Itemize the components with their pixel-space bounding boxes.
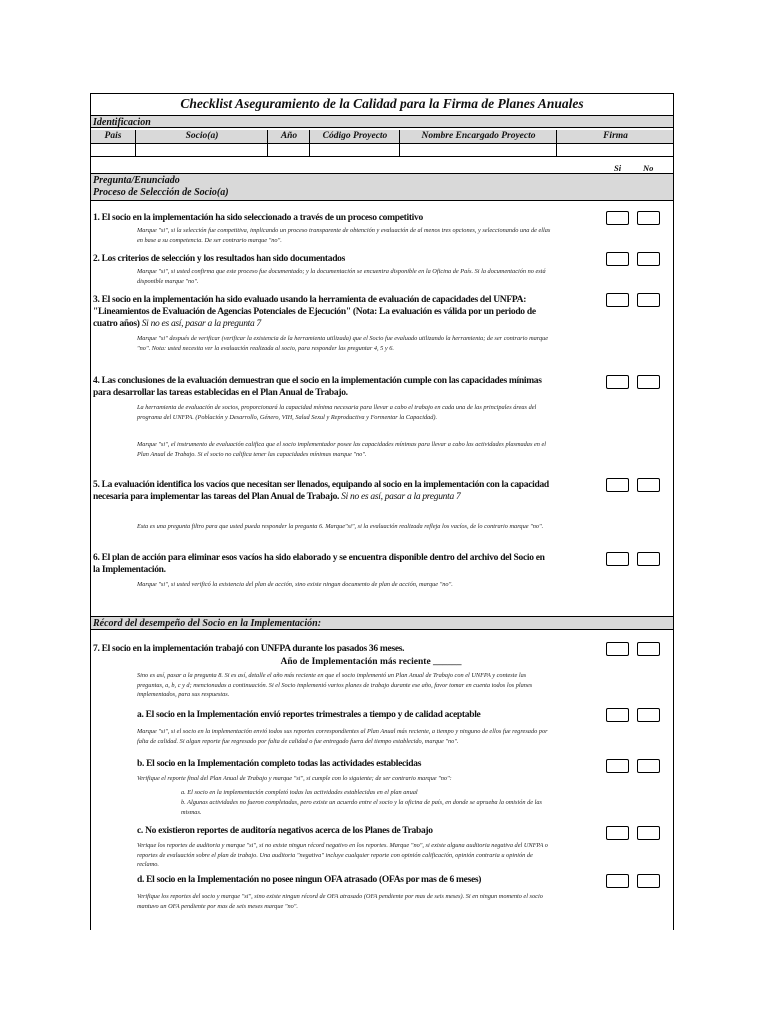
input-anio[interactable] xyxy=(267,143,310,156)
question-7-year-line: Año de Implementación más reciente ______ xyxy=(280,657,462,667)
q2-no-checkbox[interactable] xyxy=(637,252,660,266)
q6-no-checkbox[interactable] xyxy=(637,552,660,566)
q6-si-checkbox[interactable] xyxy=(606,552,629,566)
section-seleccion-title: Proceso de Selección de Socio(a) xyxy=(93,187,229,198)
q7b-si-checkbox[interactable] xyxy=(606,759,629,773)
q7-si-checkbox[interactable] xyxy=(606,642,629,656)
q7a-no-checkbox[interactable] xyxy=(637,708,660,722)
question-7b: b. El socio en la Implementación completo todas las actividades establecidas xyxy=(137,759,422,769)
question-1-note: Marque "si", si la selección fue competitiva, implicando un proceso transparente de obtención y evaluación de al menos tres opciones, y seleccionando una de ellas en base a su competencia. De ser contrario marque "no". xyxy=(137,227,551,244)
question-5 xyxy=(93,479,551,503)
q7-no-checkbox[interactable] xyxy=(637,642,660,656)
col-nombre-encargado: Nombre Encargado Proyecto xyxy=(399,130,557,143)
q7c-si-checkbox[interactable] xyxy=(606,826,629,840)
question-7c-note: Verique los reportes de auditoria y marque "si", si no existe ningun récord negativo en los reportes. Marque "no", si existe alguna auditoria negativa del UNFPA o reportes de evaluación sobre el plan de trabajo. Una auditoria "negativa" incluye cualquier reporte con opinión calificación, opinión contraria u opinión de reclamo. xyxy=(137,842,548,868)
question-3-skip: Si no es así, pasar a la pregunta 7 xyxy=(141,319,261,329)
question-5-text: 5. La evaluación identifica los vacíos que necesitan ser llenados, equipando al socio en la implementación con la capacidad necesaria para implementar las tareas del Plan Anual de Trabajo. xyxy=(93,480,549,502)
question-4: 4. Las conclusiones de la evaluación demuestran que el socio en la implementación cumple con las capacidades mínimas para desarrollar las tareas establecidas en el Plan Anual de Trabajo. xyxy=(93,376,542,398)
input-nombre-encargado[interactable] xyxy=(399,143,557,156)
question-7b-note: Verifique el reporte final del Plan Anual de Trabajo y marque "si", si cumple con lo siguiente; de ser contrario marque "no": xyxy=(137,775,452,782)
question-1: 1. El socio en la implementación ha sido seleccionado a través de un proceso competitivo xyxy=(93,213,423,223)
question-7b-sub-b: b. Algunas actividades no fueron completadas, pero existe un acuerdo entre el socio y la oficina de país, en donde se aprueba la omisión de las mismas. xyxy=(181,799,542,816)
q1-si-checkbox[interactable] xyxy=(606,211,629,225)
question-5-note: Esta es una pregunta filtro para que usted pueda responder la pregunta 6. Marque"si", si la evaluación realizada refleja los vacíos, de lo contrario marque "no". xyxy=(137,523,544,530)
question-2-note: Marque "si", si usted confirma que este proceso fue documentado; y la documentación se encuentra disponible en la Oficina de País. Si la documentación no está disponible marque "no". xyxy=(137,268,546,285)
question-7: 7. El socio en la implementación trabajó con UNFPA durante los pasados 36 meses. xyxy=(93,644,405,654)
q3-no-checkbox[interactable] xyxy=(637,293,660,307)
question-7b-sub-a: a. El socio en la implementación completó todas las actividades establecidas en el plan anual xyxy=(181,789,418,796)
col-socio: Socio(a) xyxy=(135,130,268,143)
q7c-no-checkbox[interactable] xyxy=(637,826,660,840)
question-3 xyxy=(93,294,551,330)
input-codigo-proyecto[interactable] xyxy=(309,143,400,156)
q5-no-checkbox[interactable] xyxy=(637,478,660,492)
question-4-note-1: La herramienta de evaluación de socios, proporcionará la capacidad mínima necesaria para llevar a cabo el trabajo en cada una de las principales áreas del programa del UNFPA. (Población y Desarrollo, Género, VIH, Salud Sexul y Reproductiva y Formentar la Capacidad). xyxy=(137,404,537,421)
checklist-sheet xyxy=(90,93,674,930)
section-record-header xyxy=(91,616,673,630)
no-header: No xyxy=(643,163,654,173)
question-7d-note: Verifique los reportes del socio y marque "si", sino existe ningun récord de OFA atrasado (OFA pendiente por mas de seis meses). Si en ningun momento el socio mantuvo un OFA pendiente por mas de seis meses marque "no". xyxy=(137,893,543,910)
question-7a-note: Marque "si", si el socio en la implementación envió todos sus reportes correspondientes al Plan Anual más reciente, a tiempo y ninguno de ellos fue regresado por falta de calidad. Si algun reporte fue regresado por falta de calidad o fue entregado fuera del tiempo establecido, marque "no". xyxy=(137,728,548,745)
section-record-title: Récord del desempeño del Socio en la Implementación: xyxy=(93,618,322,629)
q1-no-checkbox[interactable] xyxy=(637,211,660,225)
input-pais[interactable] xyxy=(91,143,135,156)
col-pais: Pais xyxy=(104,131,122,141)
section-seleccion-header xyxy=(91,173,673,201)
q7d-si-checkbox[interactable] xyxy=(606,874,629,888)
col-firma: Firma xyxy=(556,130,674,143)
question-3-note: Marque "si" después de verificar (verificar la existencia de la herramienta utilizada) que el Socio fue evaluado utilizando la herramienta; de ser contrario marque "no". Nota: usted necesita ver la evaluación realizada al socio, para responder las preguntar 4, 5 y 6. xyxy=(137,335,549,352)
identificacion-header xyxy=(91,115,673,128)
identificacion-header-row xyxy=(91,130,673,144)
q4-no-checkbox[interactable] xyxy=(637,375,660,389)
q3-si-checkbox[interactable] xyxy=(606,293,629,307)
question-7d: d. El socio en la Implementación no posee ningun OFA atrasado (OFAs por mas de 6 meses) xyxy=(137,875,482,885)
question-2: 2. Los criterios de selección y los resultados han sido documentados xyxy=(93,254,346,264)
q4-si-checkbox[interactable] xyxy=(606,375,629,389)
question-7a: a. El socio en la Implementación envió reportes trimestrales a tiempo y de calidad aceptable xyxy=(137,710,481,720)
identificacion-label: Identificacion xyxy=(93,117,151,128)
si-header: Si xyxy=(614,163,622,173)
q7d-no-checkbox[interactable] xyxy=(637,874,660,888)
question-7-note: Sino es así, pasar a la pregunta 8. Si es así, detalle el año más reciente en que el socio implementó un Plan Anual de Trabajo con el UNFPA y conteste las preguntas, a, b, c y d; mencionadas a continuación. Si el Socio implementó varios planes de trabajo durante ese año, favor tomar en cuenta todos los planes implementados, para sus respuestas. xyxy=(137,672,533,698)
page-title: Checklist Aseguramiento de la Calidad para la Firma de Planes Anuales xyxy=(180,96,584,111)
q7a-si-checkbox[interactable] xyxy=(606,708,629,722)
col-anio: Año xyxy=(267,130,310,143)
input-firma[interactable] xyxy=(556,143,674,156)
input-socio[interactable] xyxy=(135,143,268,156)
question-4-note-2: Marque "si", el instrumento de evaluación califica que el socio implementador posee las capacidades mínimas para llevar a cabo las actividades plasmadas en el Plan Anual de Trabajo. Si el socio no califica tener las capacidades mínimas marque "no". xyxy=(137,441,547,458)
q5-si-checkbox[interactable] xyxy=(606,478,629,492)
q7b-no-checkbox[interactable] xyxy=(637,759,660,773)
pregunta-label: Pregunta/Enunciado xyxy=(93,175,180,186)
question-6-note: Marque "si", si usted verificó la existencia del plan de acción, sino existe ningun documento de plan de acción, marque "no". xyxy=(137,581,453,588)
identificacion-table xyxy=(91,130,673,156)
q2-si-checkbox[interactable] xyxy=(606,252,629,266)
col-codigo-proyecto: Código Proyecto xyxy=(309,130,400,143)
question-3-text: 3. El socio en la implementación ha sido evaluado usando la herramienta de evaluación de capacidades del UNFPA: "Lineamientos de Evaluación de Agencias Potenciales de Ejecución" (Nota: La evaluación es válida por un periodo de cuatro años) xyxy=(93,295,536,329)
identificacion-input-row xyxy=(91,143,673,157)
question-5-skip: Si no es así, pasar a la pregunta 7 xyxy=(341,492,461,502)
question-7c: c. No existieron reportes de auditoría negativos acerca de los Planes de Trabajo xyxy=(137,826,433,836)
question-6: 6. El plan de acción para eliminar esos vacíos ha sido elaborado y se encuentra disponible dentro del archivo del Socio en la Implementación. xyxy=(93,553,545,575)
